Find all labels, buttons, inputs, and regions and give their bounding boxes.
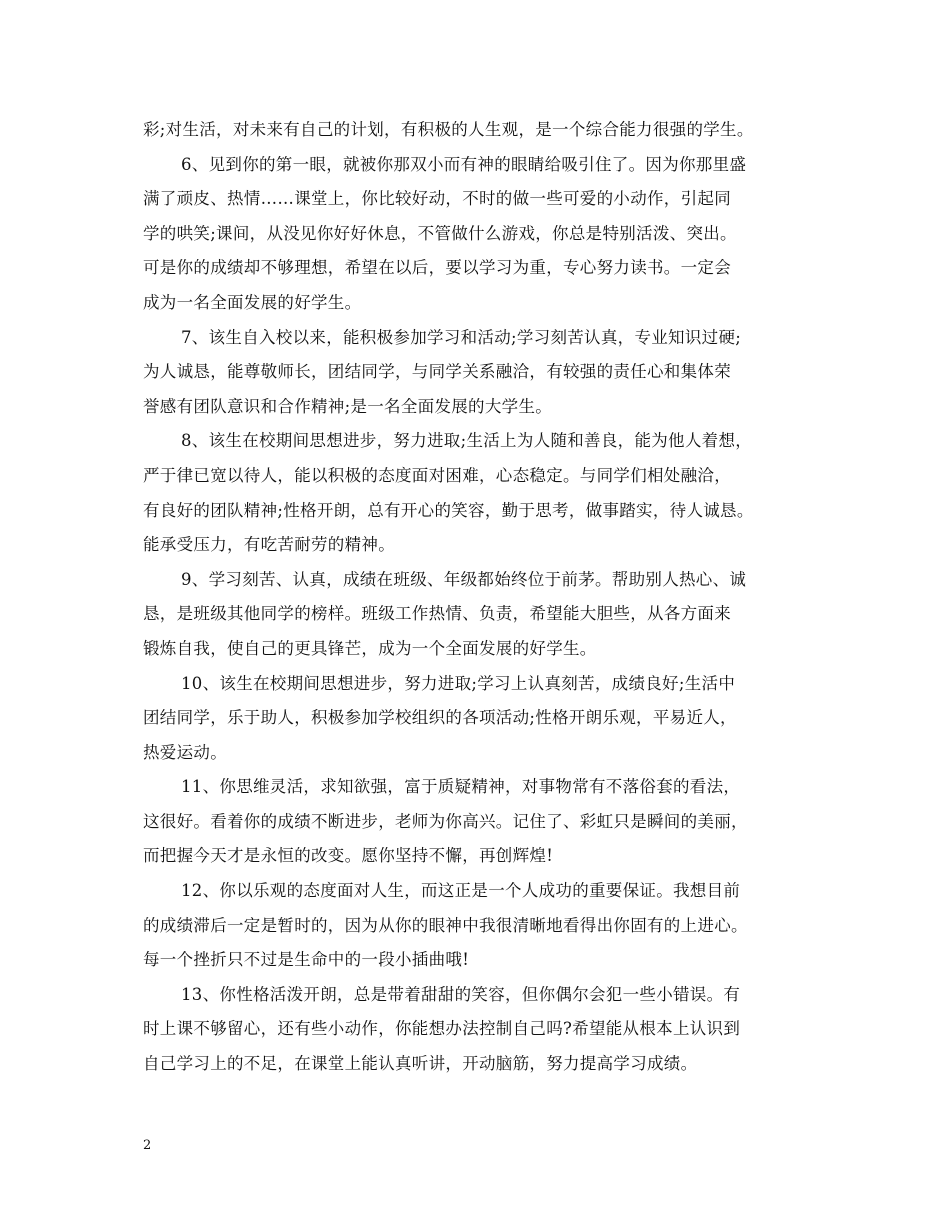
text-line: 时上课不够留心，还有些小动作，你能想办法控制自己吗?希望能从根本上认识到: [143, 1019, 741, 1039]
text-line: 满了顽皮、热情……课堂上，你比较好动，不时的做一些可爱的小动作，引起同: [143, 189, 731, 209]
text-line: 12、你以乐观的态度面对人生，而这正是一个人成功的重要保证。我想目前: [181, 881, 741, 901]
text-line: 的成绩滞后一定是暂时的，因为从你的眼神中我很清晰地看得出你固有的上进心。: [143, 915, 748, 935]
text-line: 誉感有团队意识和合作精神;是一名全面发展的大学生。: [143, 396, 553, 416]
text-line: 严于律已宽以待人，能以积极的态度面对困难，心态稳定。与同学们相处融洽，: [143, 465, 731, 485]
text-line: 每一个挫折只不过是生命中的一段小插曲哦!: [143, 950, 470, 970]
text-line: 10、该生在校期间思想进步，努力进取;学习上认真刻苦，成绩良好;生活中: [181, 673, 736, 693]
text-line: 自己学习上的不足，在课堂上能认真听讲，开动脑筋，努力提高学习成绩。: [143, 1054, 698, 1074]
document-body: [143, 113, 828, 1082]
text-line: 可是你的成绩却不够理想，希望在以后，要以学习为重，专心努力读书。一定会: [143, 258, 731, 278]
text-line: 恳，是班级其他同学的榜样。班级工作热情、负责，希望能大胆些，从各方面来: [143, 604, 731, 624]
text-line: 热爱运动。: [143, 742, 227, 762]
text-line: 而把握今天才是永恒的改变。愿你坚持不懈，再创辉煌!: [143, 846, 554, 866]
text-line: 这很好。看着你的成绩不断进步，老师为你高兴。记住了、彩虹只是瞬间的美丽，: [143, 811, 748, 831]
text-line: 锻炼自我，使自己的更具锋芒，成为一个全面发展的好学生。: [143, 638, 597, 658]
text-line: 团结同学，乐于助人，积极参加学校组织的各项活动;性格开朗乐观，平易近人，: [143, 708, 737, 728]
text-line: 成为一名全面发展的好学生。: [143, 292, 362, 312]
text-line: 6、见到你的第一眼，就被你那双小而有神的眼睛给吸引住了。因为你那里盛: [181, 154, 747, 174]
text-line: 9、学习刻苦、认真，成绩在班级、年级都始终位于前茅。帮助别人热心、诚: [181, 569, 747, 589]
text-line: 彩;对生活，对未来有自己的计划，有积极的人生观，是一个综合能力很强的学生。: [143, 120, 754, 139]
text-line: 11、你思维灵活，求知欲强，富于质疑精神，对事物常有不落俗套的看法，: [181, 777, 741, 797]
text-line: 能承受压力，有吃苦耐劳的精神。: [143, 535, 395, 555]
text-line: 为人诚恳，能尊敬师长，团结同学，与同学关系融洽，有较强的责任心和集体荣: [143, 362, 731, 382]
text-line: 8、该生在校期间思想进步，努力进取;生活上为人随和善良，能为他人着想，: [181, 431, 753, 451]
page-number: 2: [143, 1138, 152, 1153]
text-line: 学的哄笑;课间，从没见你好好休息，不管做什么游戏，你总是特别活泼、突出。: [143, 223, 737, 243]
text-line: 7、该生自入校以来，能积极参加学习和活动;学习刻苦认真，专业知识过硬;: [181, 327, 742, 347]
text-line: 13、你性格活泼开朗，总是带着甜甜的笑容，但你偶尔会犯一些小错误。有: [181, 984, 741, 1004]
text-line: 有良好的团队精神;性格开朗，总有开心的笑容，勤于思考，做事踏实，待人诚恳。: [143, 500, 754, 520]
